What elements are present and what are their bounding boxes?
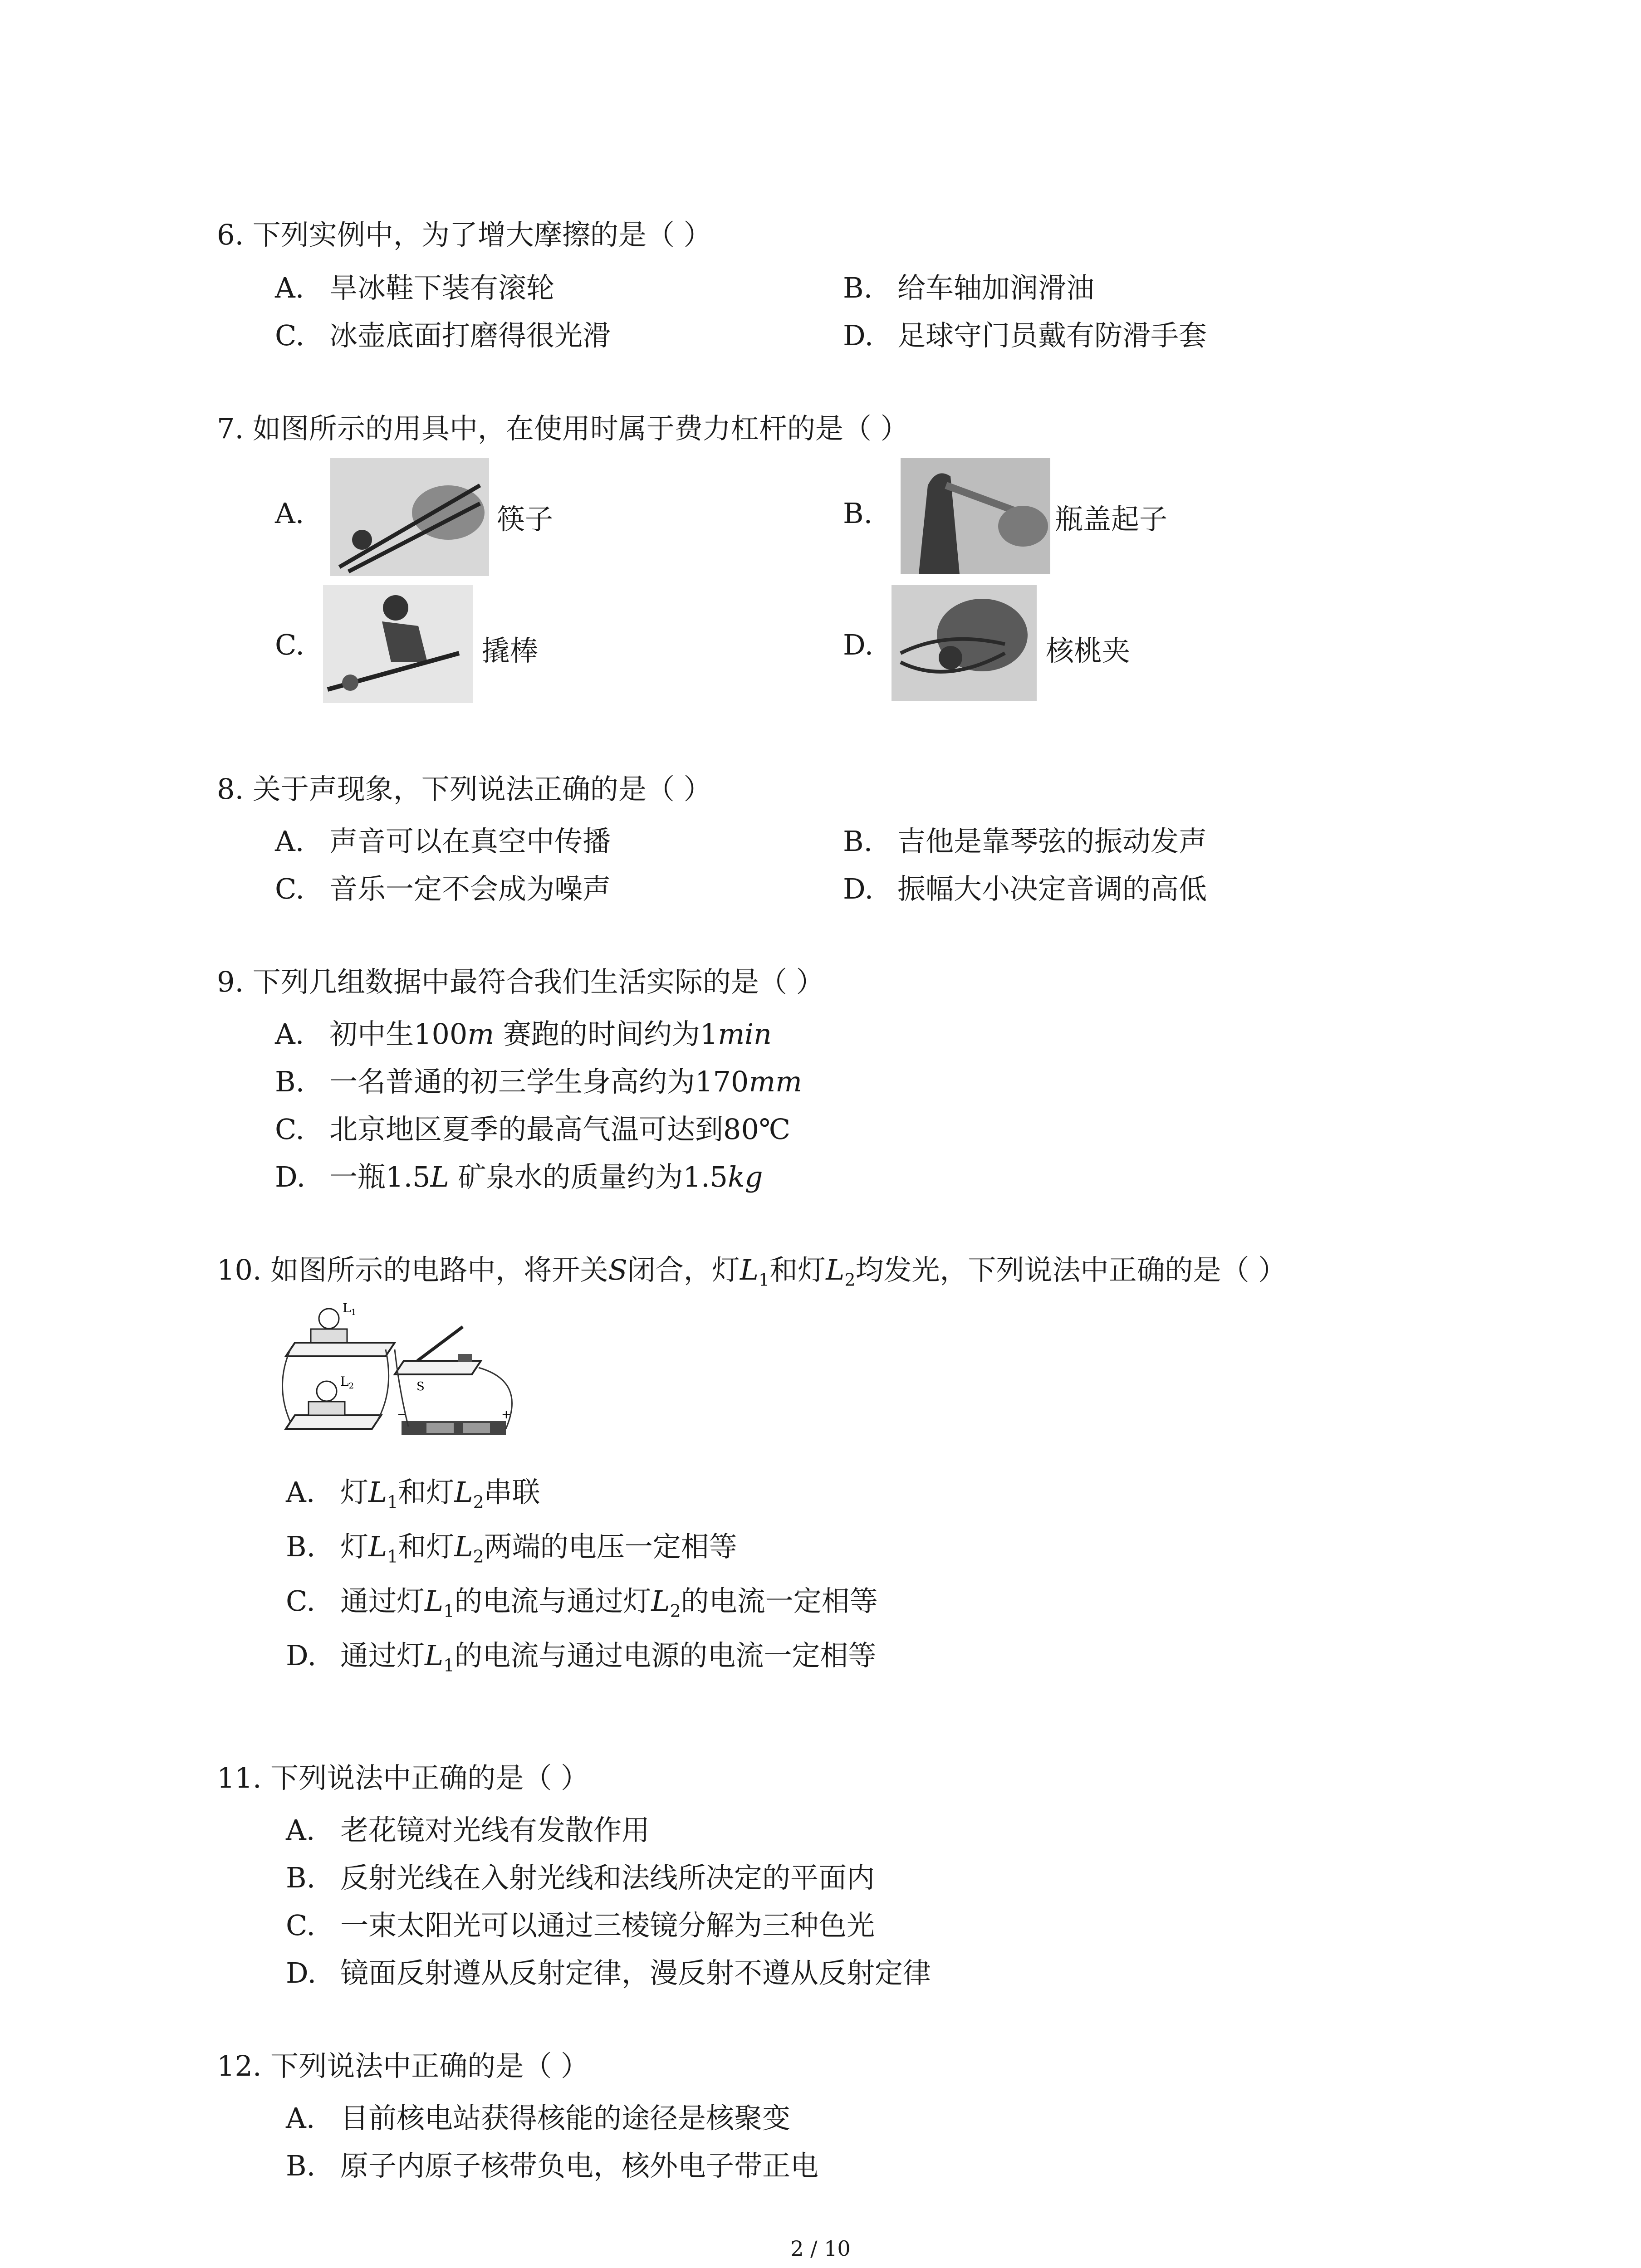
nutcracker-photo [892, 585, 1037, 701]
subscript: 1 [443, 1601, 455, 1621]
option-text: 灯 [340, 1476, 369, 1509]
crowbar-photo [323, 585, 473, 703]
option-letter: B. [275, 1065, 305, 1098]
q11-option-d [286, 1950, 931, 1991]
subscript: 1 [387, 1546, 398, 1567]
number: 100 [414, 1017, 468, 1051]
unit: m [467, 1017, 495, 1051]
number: 1.5 [386, 1160, 431, 1193]
unit: L [430, 1160, 449, 1193]
lamp-symbol: L [368, 1476, 387, 1509]
switch [395, 1327, 481, 1393]
option-text: 振幅大小决定音调的高低 [897, 872, 1207, 905]
option-text: 的电流一定相等 [681, 1584, 878, 1618]
q11-option-b [286, 1855, 875, 1896]
option-letter: D. [843, 319, 874, 352]
battery-positive: + [501, 1408, 511, 1422]
option-text: 足球守门员戴有防滑手套 [897, 319, 1207, 352]
q11-option-a [286, 1808, 650, 1848]
q7-option-a [275, 497, 329, 530]
unit: mm [749, 1065, 802, 1098]
q10-option-b [286, 1524, 737, 1566]
option-letter: D. [843, 628, 874, 661]
lamp-symbol: L [425, 1639, 444, 1672]
option-letter: B. [286, 2149, 316, 2182]
option-text: 和灯 [398, 1530, 455, 1563]
q10-option-a [286, 1470, 540, 1512]
lamp-2-board [286, 1374, 381, 1429]
option-letter: C. [275, 319, 304, 352]
option-letter: B. [286, 1861, 316, 1894]
q9-option-d [275, 1154, 763, 1195]
bottle-opener-photo [901, 458, 1050, 574]
option-text: 的电流与通过电源的电流一定相等 [454, 1639, 877, 1672]
option-letter: C. [275, 1113, 304, 1146]
option-text: 反射光线在入射光线和法线所决定的平面内 [340, 1861, 875, 1894]
q7-option-b [843, 497, 897, 530]
option-text: 串联 [484, 1476, 540, 1509]
question-12-stem: 12. 下列说法中正确的是（ ） [217, 2049, 589, 2082]
q7-option-b-label: 瓶盖起子 [1055, 503, 1168, 536]
stem-text: 10. 如图所示的电路中，将开关 [217, 1253, 608, 1286]
option-text: 声音可以在真空中传播 [329, 825, 611, 858]
option-text: 和灯 [398, 1476, 455, 1509]
subscript: 2 [670, 1601, 681, 1621]
option-text: 一名普通的初三学生身高约为 [329, 1065, 696, 1098]
question-9-stem: 9. 下列几组数据中最符合我们生活实际的是（ ） [217, 965, 824, 998]
lamp-1-board [286, 1300, 395, 1356]
option-letter: B. [843, 825, 873, 858]
q6-option-c [275, 313, 611, 353]
q8-option-c [275, 866, 611, 907]
option-text: 赛跑的时间约为 [494, 1017, 700, 1051]
question-10-stem [217, 1252, 1286, 1291]
question-11-stem: 11. 下列说法中正确的是（ ） [217, 1761, 589, 1794]
option-text: 一瓶 [329, 1160, 386, 1193]
option-text: 给车轴加润滑油 [897, 271, 1095, 304]
lamp-symbol: L [454, 1476, 473, 1509]
question-7-stem: 7. 如图所示的用具中，在使用时属于费力杠杆的是（ ） [217, 412, 909, 445]
option-letter: A. [286, 1813, 315, 1847]
q11-option-c [286, 1903, 875, 1943]
question-8-stem: 8. 关于声现象，下列说法正确的是（ ） [217, 772, 712, 806]
option-letter: D. [275, 1160, 306, 1193]
option-letter: C. [275, 872, 304, 905]
circuit-diagram [272, 1300, 535, 1449]
lamp-symbol: L [454, 1530, 473, 1563]
lamp-symbol: L [425, 1584, 444, 1618]
q8-option-b [843, 819, 1207, 859]
q6-option-d [843, 313, 1207, 353]
number: 80℃ [723, 1113, 791, 1146]
option-letter: C. [286, 1909, 315, 1942]
q8-option-d [843, 866, 1207, 907]
option-letter: A. [275, 825, 304, 858]
battery-negative: − [397, 1408, 407, 1422]
option-letter: A. [286, 1476, 315, 1509]
option-text: 矿泉水的质量约为 [449, 1160, 683, 1193]
unit: kg [728, 1160, 763, 1193]
option-text: 冰壶底面打磨得很光滑 [329, 319, 611, 352]
option-letter: D. [286, 1639, 317, 1672]
number: 1 [700, 1017, 718, 1051]
q8-option-a [275, 819, 611, 859]
q7-option-d [843, 628, 897, 661]
lamp-symbol: L [740, 1253, 759, 1286]
option-text: 镜面反射遵从反射定律，漫反射不遵从反射定律 [340, 1956, 931, 1989]
switch-symbol: S [608, 1253, 627, 1286]
option-letter: A. [275, 271, 304, 304]
option-text: 旱冰鞋下装有滚轮 [329, 271, 555, 304]
q9-option-b [275, 1059, 802, 1100]
option-letter: A. [275, 1017, 304, 1051]
q12-option-b [286, 2143, 818, 2184]
switch-label: S [416, 1380, 425, 1393]
lamp-2-label: $L_2$ [340, 1374, 354, 1391]
option-letter: C. [275, 628, 304, 661]
q12-option-a [286, 2096, 790, 2136]
option-letter: B. [843, 497, 873, 530]
subscript: 2 [473, 1492, 484, 1512]
option-letter: D. [286, 1956, 317, 1989]
lamp-symbol: L [651, 1584, 670, 1618]
option-text: 灯 [340, 1530, 369, 1563]
option-letter: D. [843, 872, 874, 905]
option-text: 两端的电压一定相等 [484, 1530, 737, 1563]
option-text: 通过灯 [340, 1584, 425, 1618]
unit: min [718, 1017, 772, 1051]
q9-option-a [275, 1012, 772, 1052]
wire [283, 1349, 291, 1422]
option-letter: A. [286, 2102, 315, 2135]
stem-text: 均发光，下列说法中正确的是（ ） [855, 1253, 1287, 1286]
chopsticks-photo [330, 458, 489, 576]
option-text: 北京地区夏季的最高气温可达到 [329, 1113, 724, 1146]
q7-option-a-label: 筷子 [497, 503, 554, 536]
battery [397, 1408, 511, 1435]
option-text: 吉他是靠琴弦的振动发声 [897, 825, 1207, 858]
subscript: 2 [473, 1546, 484, 1567]
subscript: 2 [844, 1270, 856, 1290]
option-letter: C. [286, 1584, 315, 1618]
q6-option-a [275, 265, 554, 306]
option-text: 通过灯 [340, 1639, 425, 1672]
wire [377, 1349, 389, 1422]
q9-option-c [275, 1107, 790, 1147]
stem-text: 和灯 [769, 1253, 826, 1286]
q7-option-c [275, 628, 329, 661]
q6-option-b [843, 265, 1094, 306]
option-text: 初中生 [329, 1017, 414, 1051]
subscript: 1 [758, 1270, 770, 1290]
lamp-1-label: $L_1$ [343, 1300, 357, 1317]
lamp-symbol: L [826, 1253, 845, 1286]
subscript: 1 [387, 1492, 398, 1512]
question-6-stem: 6. 下列实例中，为了增大摩擦的是（ ） [217, 218, 712, 251]
number: 1.5 [683, 1160, 728, 1193]
option-text: 的电流与通过灯 [454, 1584, 652, 1618]
option-text: 老花镜对光线有发散作用 [340, 1813, 650, 1847]
subscript: 1 [443, 1655, 455, 1676]
number: 170 [695, 1065, 749, 1098]
option-text: 一束太阳光可以通过三棱镜分解为三种色光 [340, 1909, 875, 1942]
lamp-symbol: L [368, 1530, 387, 1563]
option-text: 原子内原子核带负电，核外电子带正电 [340, 2149, 819, 2182]
q7-option-d-label: 核桃夹 [1046, 634, 1131, 667]
stem-text: 闭合，灯 [627, 1253, 740, 1286]
option-letter: B. [286, 1530, 316, 1563]
option-letter: A. [275, 497, 304, 530]
page-number: 2 / 10 [790, 2236, 851, 2261]
option-text: 音乐一定不会成为噪声 [329, 872, 611, 905]
q7-option-c-label: 撬棒 [482, 634, 539, 667]
option-letter: B. [843, 271, 873, 304]
q10-option-c [286, 1579, 878, 1621]
option-text: 目前核电站获得核能的途径是核聚变 [340, 2102, 791, 2135]
q10-option-d [286, 1633, 876, 1675]
